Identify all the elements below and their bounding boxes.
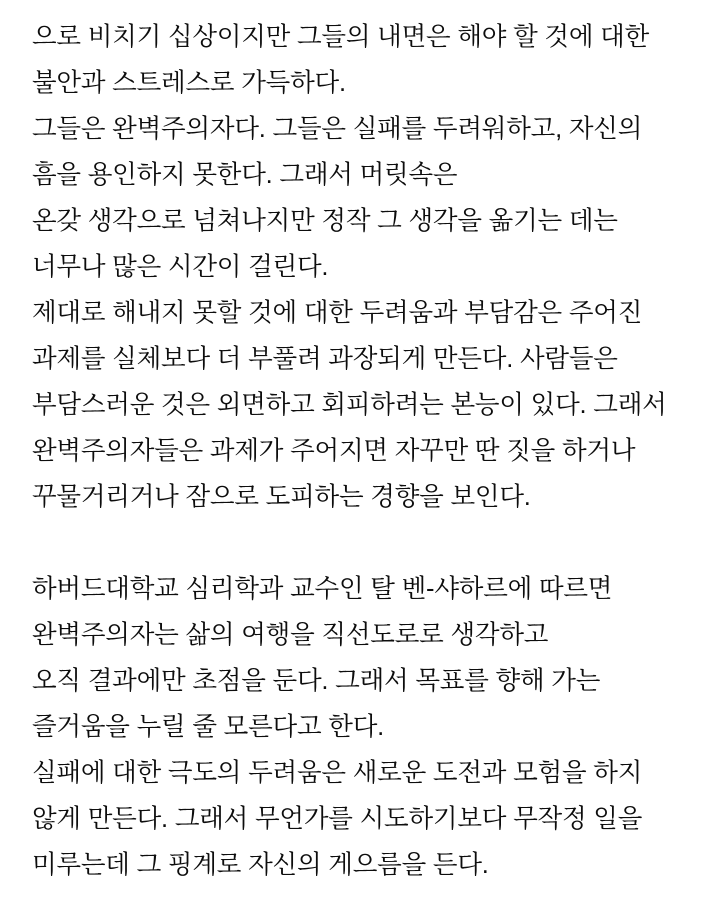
paragraph-2: 그들은 완벽주의자다. 그들은 실패를 두려워하고, 자신의 흠을 용인하지 못한다. 그래서 머릿속은 bbox=[32, 115, 643, 189]
paragraph-1: 으로 비치기 십상이지만 그들의 내면은 해야 할 것에 대한 불안과 스트레스로 가득하다. bbox=[32, 23, 650, 97]
paragraph-spacer bbox=[32, 520, 691, 566]
paragraph-3: 온갖 생각으로 넘쳐나지만 정작 그 생각을 옮기는 데는 너무나 많은 시간이 걸린다. bbox=[32, 207, 618, 281]
paragraph-7: 실패에 대한 극도의 두려움은 새로운 도전과 모험을 하지 않게 만든다. 그래서 무언가를 시도하기보다 무작정 일을 미루는데 그 핑계로 자신의 게으름을 든다. bbox=[32, 759, 643, 879]
paragraph-6: 오직 결과에만 초점을 둔다. 그래서 목표를 향해 가는 즐거움을 누릴 줄 모른다고 한다. bbox=[32, 667, 601, 741]
paragraph-5: 하버드대학교 심리학과 교수인 탈 벤-샤하르에 따르면 완벽주의자는 삶의 여행을 직선도로로 생각하고 bbox=[32, 575, 613, 649]
paragraph-4: 제대로 해내지 못할 것에 대한 두려움과 부담감은 주어진 과제를 실체보다 더 부풀려 과장되게 만든다. 사람들은 부담스러운 것은 외면하고 회피하려는 본능이 있다. 그래서 완벽주의자들은 과제가 주어지면 자꾸만 딴 짓을 하거나 꾸물거리거나 잠으로 도피하는 경향을 보인다. bbox=[32, 299, 667, 511]
